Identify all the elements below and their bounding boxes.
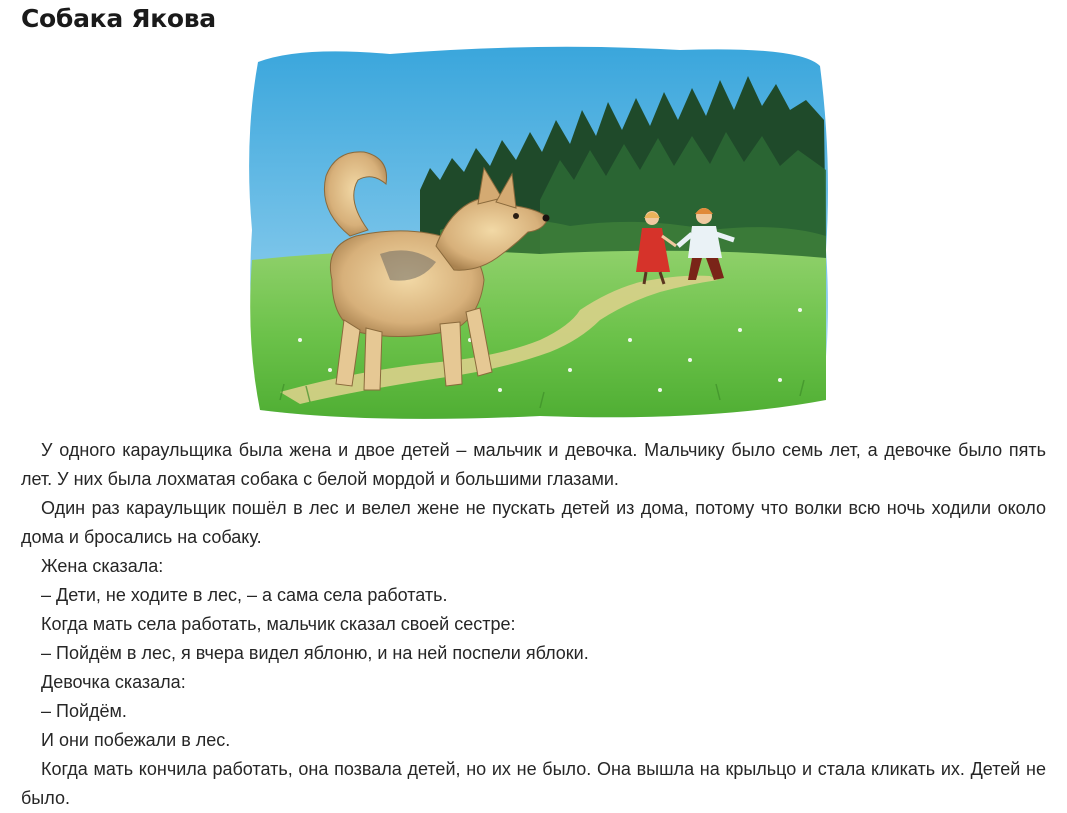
story-text <box>21 436 1046 813</box>
paragraph: Когда мать села работать, мальчик сказал своей сестре: <box>41 614 516 634</box>
story-illustration <box>240 40 832 425</box>
paragraph: – Дети, не ходите в лес, – а сама села работать. <box>41 585 448 605</box>
paragraph: – Пойдём в лес, я вчера видел яблоню, и на ней поспели яблоки. <box>41 643 589 663</box>
paragraph: Девочка сказала: <box>41 672 186 692</box>
paragraph: Жена сказала: <box>41 556 164 576</box>
paragraph: – Пойдём. <box>41 701 127 721</box>
paragraph: У одного караульщика была жена и двое детей – мальчик и девочка. Мальчику было семь лет, а девочке было пять лет. У них была лохматая собака с белой мордой и большими глазами. <box>21 440 1046 489</box>
paragraph: И они побежали в лес. <box>41 730 231 750</box>
paragraph: Один раз караульщик пошёл в лес и велел жене не пускать детей из дома, потому что волки всю ночь ходили около дома и бросались на собаку. <box>21 498 1046 547</box>
dog-children-meadow-illustration <box>240 40 832 425</box>
paragraph: Когда мать кончила работать, она позвала детей, но их не было. Она вышла на крыльцо и стала кликать их. Детей не было. <box>21 759 1046 808</box>
page-title: Собака Якова <box>21 4 216 33</box>
